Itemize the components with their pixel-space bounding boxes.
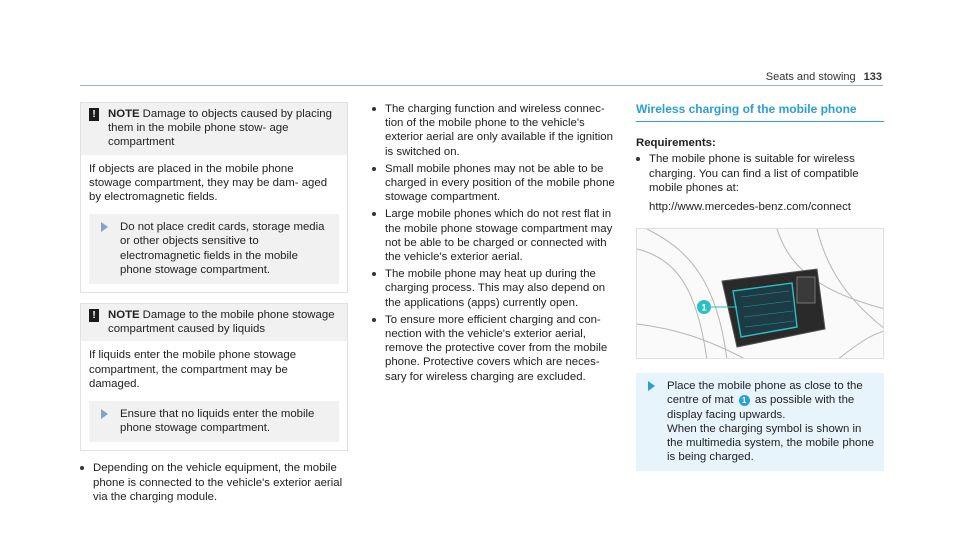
column-middle — [372, 102, 624, 387]
list-item-text: Depending on the vehicle equipment, the mobile phone is connected to the vehicle's exterior aerial via the charging module. — [93, 462, 343, 503]
notice-body-text: If liquids enter the mobile phone stowage compartment, the compartment may be damaged. — [89, 349, 297, 390]
bullet-dot — [372, 272, 376, 276]
exclamation-icon: ! — [89, 309, 99, 322]
bullet-dot — [636, 157, 640, 161]
notice-title — [108, 107, 339, 150]
list-item — [372, 313, 624, 384]
usb-ports — [797, 277, 815, 303]
arrow-right-icon — [101, 222, 108, 232]
bullet-dot — [372, 212, 376, 216]
list-item — [372, 267, 624, 310]
bullet-dot — [372, 318, 376, 322]
notice-body-text: If objects are placed in the mobile phone stowage compartment, they may be dam- aged by electromagnetic fields. — [89, 162, 328, 204]
mat-callout-badge: 1 — [739, 395, 750, 406]
page-header — [766, 70, 882, 84]
bullet-list — [80, 461, 348, 504]
bullet-list — [372, 102, 624, 384]
notice-body — [81, 155, 347, 292]
notice-body — [81, 341, 347, 450]
notice-label: NOTE — [108, 309, 140, 322]
arrow-right-icon — [101, 409, 108, 419]
action-text: Ensure that no liquids enter the mobile phone stowage compartment. — [120, 408, 315, 435]
page-number: 133 — [863, 71, 882, 83]
list-item-text: Small mobile phones may not be able to be charged in every position of the mobile phone stowage compartment. — [385, 162, 615, 204]
step-text-part: Place the mobile phone as close to the centre of mat — [667, 380, 863, 407]
list-item-text: Large mobile phones which do not rest flat in the mobile phone stowage compartment may not be able to be charged or connected with the vehicle's exterior aerial. — [385, 208, 613, 264]
step-text-part: as possible with the display facing upwards. — [667, 394, 855, 421]
console-line — [647, 229, 727, 359]
console-line — [837, 331, 884, 359]
list-item-text: The mobile phone may heat up during the charging process. This may also depend on the applications (apps) currently open. — [385, 268, 606, 309]
arrow-right-icon — [648, 381, 655, 391]
console-drawing — [637, 229, 884, 359]
list-item — [636, 152, 884, 195]
callout-number: 1 — [701, 302, 707, 313]
exclamation-icon: ! — [89, 108, 99, 121]
requirements-heading: Requirements: — [636, 137, 716, 150]
column-left — [80, 102, 348, 507]
notice-title — [108, 308, 339, 336]
section-name: Seats and stowing — [765, 71, 856, 83]
instruction-step — [636, 373, 884, 471]
step-text-part: When the charging symbol is shown in the multimedia system, the mobile phone is being charged. — [667, 422, 875, 464]
console-line — [637, 324, 747, 359]
list-item-text: The mobile phone is suitable for wireless charging. You can find a list of compatible mobile phones at: — [649, 153, 859, 194]
instruction-text — [667, 379, 876, 464]
action-text: Do not place credit cards, storage media or other objects sensitive to electromagnetic fields in the mobile phone stowage compartment. — [120, 221, 325, 276]
console-line — [817, 229, 884, 329]
list-item-text: The charging function and wireless connec- tion of the mobile phone to the vehicle's exterior aerial are only available if the ignition is switched on. — [385, 103, 613, 158]
bullet-dot — [372, 107, 376, 111]
action-step — [89, 401, 339, 442]
column-right — [636, 102, 884, 471]
header-rule — [80, 85, 883, 86]
charging-compartment-illustration — [636, 228, 884, 359]
compatibility-url: http://www.mercedes-benz.com/connect — [649, 201, 851, 214]
list-item — [372, 207, 624, 264]
notice-label: NOTE — [108, 108, 140, 120]
notice-header — [81, 304, 347, 341]
notice-header — [81, 103, 347, 155]
action-step — [89, 214, 339, 284]
list-item — [372, 102, 624, 159]
list-item — [80, 461, 348, 504]
notice-box-objects — [80, 102, 348, 293]
bullet-dot — [372, 167, 376, 171]
requirements-list — [636, 152, 884, 195]
notice-box-liquids — [80, 303, 348, 451]
console-line — [637, 249, 707, 359]
bullet-dot — [80, 466, 84, 470]
list-item-text: To ensure more efficient charging and con- nection with the vehicle's exterior aerial, remove the protective cover from the mobile phone. Protective covers which are neces- sary for wireless charging are excluded. — [385, 313, 608, 383]
notice-title-text: Damage to the mobile phone stowage compartment caused by liquids — [108, 309, 335, 336]
section-heading: Wireless charging of the mobile phone — [636, 102, 884, 122]
list-item — [372, 162, 624, 205]
notice-title-text: Damage to objects caused by placing them in the mobile phone stow- age compartment — [108, 108, 332, 149]
